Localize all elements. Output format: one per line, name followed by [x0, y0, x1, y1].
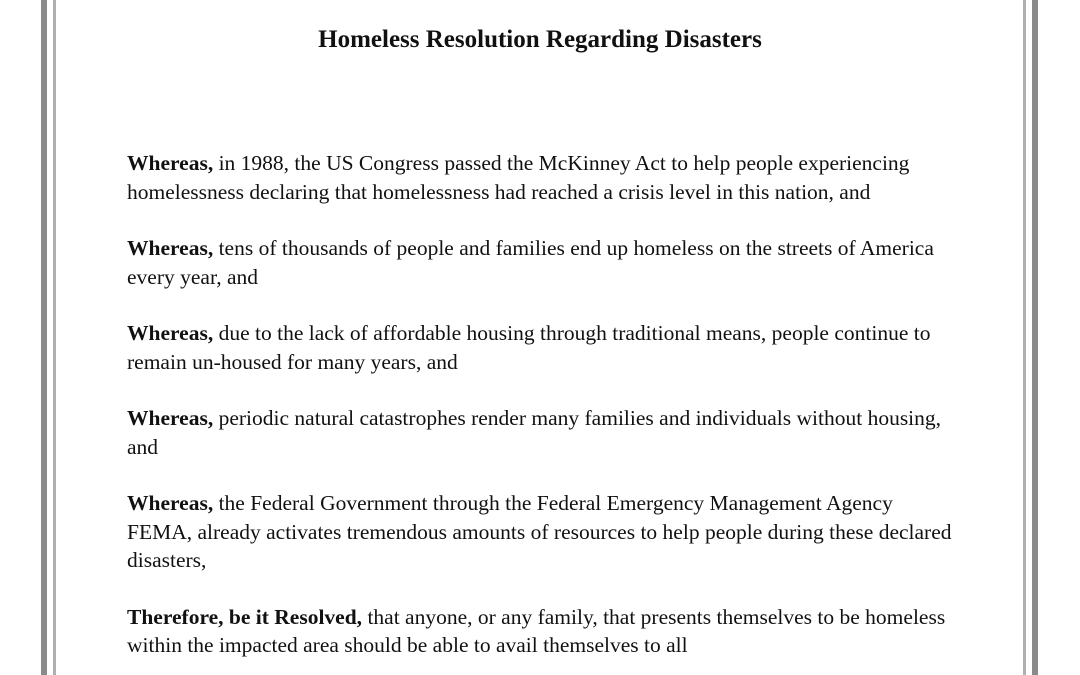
page-border-left-outer [41, 0, 47, 675]
whereas-paragraph-5 [127, 489, 957, 575]
paragraph-lead: Therefore, be it Resolved, [127, 604, 363, 629]
page-border-left-inner [53, 0, 56, 675]
paragraph-lead: Whereas, [127, 321, 214, 345]
paragraph-text: the Federal Government through the Federal Emergency Management Agency FEMA, already activates tremendous amounts of resources to help people during these declared disasters, [127, 491, 952, 572]
document-title: Homeless Resolution Regarding Disasters [318, 26, 762, 53]
paragraph-text: periodic natural catastrophes render many families and individuals without housing, and [127, 406, 942, 459]
paragraph-text: due to the lack of affordable housing through traditional means, people continue to remain un-housed for many years, and [127, 321, 931, 374]
resolved-paragraph [127, 603, 957, 660]
document-body [127, 149, 957, 675]
paragraph-lead: Whereas, [127, 151, 214, 175]
paragraph-text: in 1988, the US Congress passed the McKinney Act to help people experiencing homelessness declaring that homelessness had reached a crisis level in this nation, and [127, 151, 910, 204]
paragraph-lead: Whereas, [127, 406, 214, 430]
page-border-right-inner [1023, 0, 1026, 675]
paragraph-text: that anyone, or any family, that presents themselves to be homeless within the impacted area should be able to avail themselves to all [127, 604, 946, 657]
whereas-paragraph-2 [127, 234, 957, 291]
paragraph-lead: Whereas, [127, 491, 214, 515]
paragraph-text: tens of thousands of people and families end up homeless on the streets of America every year, and [127, 236, 934, 289]
page-border-right-outer [1032, 0, 1038, 675]
whereas-paragraph-4 [127, 404, 957, 461]
paragraph-lead: Whereas, [127, 236, 214, 260]
whereas-paragraph-3 [127, 319, 957, 376]
whereas-paragraph-1 [127, 149, 957, 206]
